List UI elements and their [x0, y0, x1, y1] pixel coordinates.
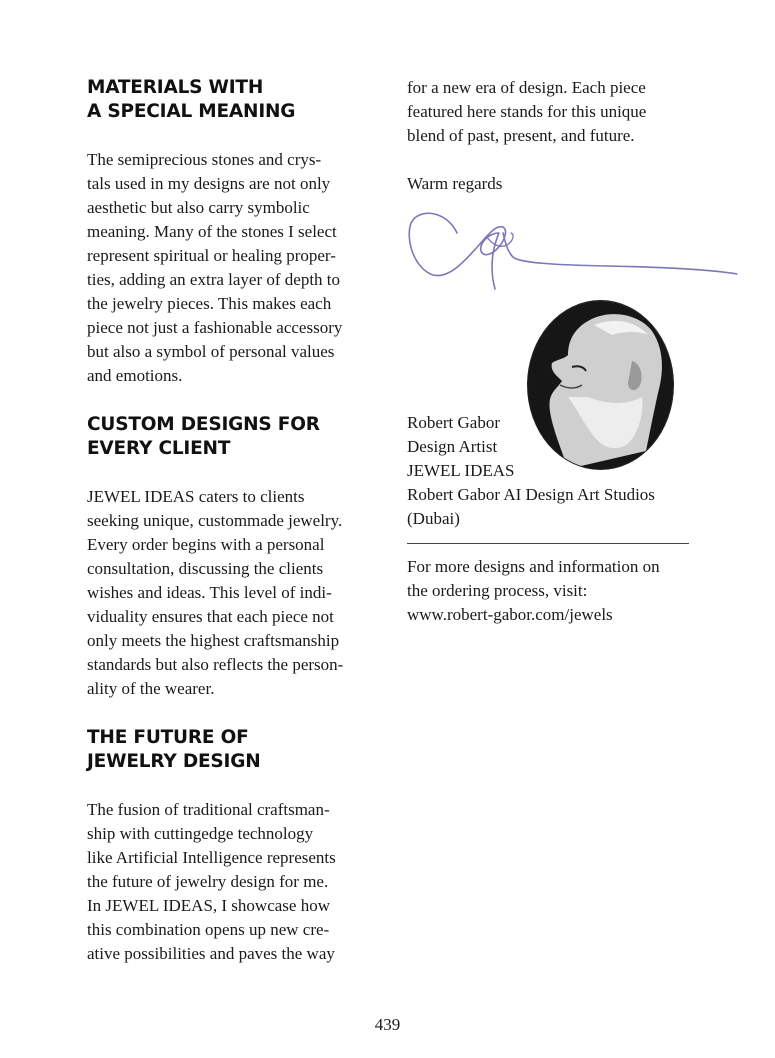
- section-body-future: The fusion of traditional craftsman- ship with cuttingedge technology like Artificial Intelligence represents the future of jewelry design for me. In JEWEL IDEAS, I showcase how this combination opens up new cre- ative possibilities and paves the way: [87, 800, 336, 963]
- author-location: (Dubai): [407, 509, 460, 528]
- section-body-custom-designs: JEWEL IDEAS caters to clients seeking unique, custommade jewelry. Every order begins with a personal consultation, discussing the clients wishes and ideas. This level of indi- viduality ensures that each piece not only meets the highest craftsmanship standards but also reflects the person- ality of the wearer.: [87, 487, 344, 698]
- section-body-materials: The semiprecious stones and crys- tals used in my designs are not only aesthetic but also carry symbolic meaning. Many of the stones I select represent spiritual or healing proper- ties, adding an extra layer of depth to the jewelry pieces. This makes each piece not just a fashionable accessory but also a symbol of personal values and emotions.: [87, 150, 343, 385]
- author-name: Robert Gabor: [407, 413, 501, 432]
- section-heading-materials: MATERIALS WITH A SPECIAL MEANING: [87, 77, 296, 122]
- right-column: [407, 76, 707, 196]
- page-number: 439: [374, 1015, 401, 1034]
- author-title: Design Artist: [407, 437, 498, 456]
- left-column: [87, 76, 377, 966]
- signature-block: [407, 411, 707, 531]
- section-heading-custom-designs: CUSTOM DESIGNS FOR EVERY CLIENT: [87, 414, 320, 459]
- divider: [407, 543, 689, 544]
- website-link[interactable]: www.robert-gabor.com/jewels: [407, 605, 613, 624]
- handwritten-signature: [407, 203, 752, 298]
- continuation-text: for a new era of design. Each piece featured here stands for this unique blend of past, present, and future.: [407, 78, 647, 145]
- author-studio: Robert Gabor AI Design Art Studios: [407, 485, 655, 504]
- author-brand: JEWEL IDEAS: [407, 461, 515, 480]
- closing-text: Warm regards: [407, 174, 503, 193]
- section-heading-future: THE FUTURE OF JEWELRY DESIGN: [87, 727, 261, 772]
- more-info: For more designs and information on the ordering process, visit: www.robert-gabor.com/jewels: [407, 555, 707, 627]
